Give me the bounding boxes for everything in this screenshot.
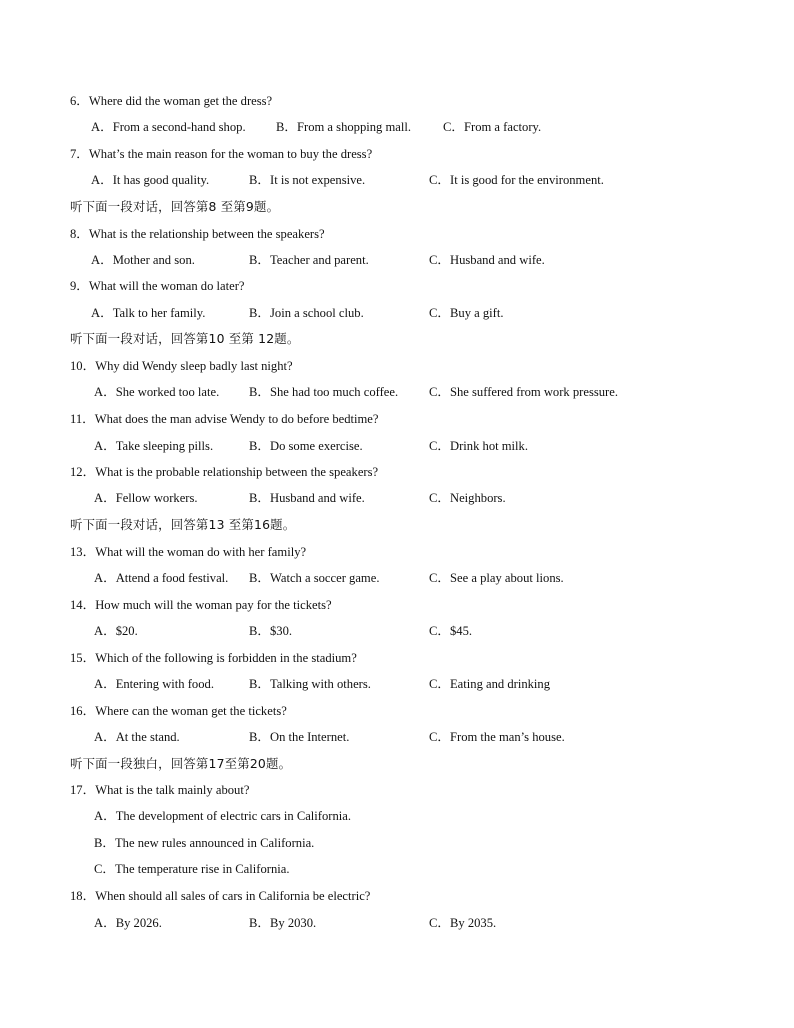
- option-9-b: B．Join a school club.: [249, 306, 364, 320]
- option-13-a: A．Attend a food festival.: [94, 571, 229, 585]
- question-17: 17．What is the talk mainly about?: [70, 783, 250, 797]
- option-12-c: C．Neighbors.: [429, 491, 506, 505]
- options-11: [0, 436, 794, 456]
- option-12-b: B．Husband and wife.: [249, 491, 365, 505]
- question-13: 13．What will the woman do with her family?: [70, 545, 307, 559]
- option-8-b: B．Teacher and parent.: [249, 253, 369, 267]
- option-7-a: A．It has good quality.: [91, 173, 210, 187]
- options-13: [0, 568, 794, 588]
- option-10-a: A．She worked too late.: [94, 385, 220, 399]
- question-6: 6．Where did the woman get the dress?: [70, 94, 273, 108]
- question-14: 14．How much will the woman pay for the tickets?: [70, 598, 332, 612]
- section-heading-10-12: 听下面一段对话，回答第10 至第 12题。: [70, 331, 300, 346]
- options-16: [0, 727, 794, 747]
- options-15: [0, 674, 794, 694]
- option-17-c: C．The temperature rise in California.: [94, 862, 290, 876]
- option-12-a: A．Fellow workers.: [94, 491, 198, 505]
- option-10-b: B．She had too much coffee.: [249, 385, 399, 399]
- question-12: 12．What is the probable relationship between the speakers?: [70, 465, 379, 479]
- option-18-c: C．By 2035.: [429, 916, 497, 930]
- option-14-c: C．$45.: [429, 624, 473, 638]
- question-9: 9．What will the woman do later?: [70, 279, 245, 293]
- question-11: 11．What does the man advise Wendy to do before bedtime?: [70, 412, 379, 426]
- options-12: [0, 488, 794, 508]
- option-13-b: B．Watch a soccer game.: [249, 571, 380, 585]
- question-10: 10．Why did Wendy sleep badly last night?: [70, 359, 293, 373]
- option-6-c: C．From a factory.: [443, 120, 542, 134]
- option-8-a: A．Mother and son.: [91, 253, 195, 267]
- option-15-c: C．Eating and drinking: [429, 677, 551, 691]
- options-9: [0, 303, 794, 323]
- options-8: [0, 250, 794, 270]
- option-8-c: C．Husband and wife.: [429, 253, 545, 267]
- question-18: 18．When should all sales of cars in California be electric?: [70, 889, 371, 903]
- option-17-b: B．The new rules announced in California.: [94, 836, 315, 850]
- section-heading-17-20: 听下面一段独白，回答第17至第20题。: [70, 756, 292, 771]
- option-16-c: C．From the man’s house.: [429, 730, 565, 744]
- option-14-a: A．$20.: [94, 624, 138, 638]
- option-15-b: B．Talking with others.: [249, 677, 371, 691]
- options-10: [0, 382, 794, 402]
- question-8: 8．What is the relationship between the speakers?: [70, 227, 325, 241]
- option-7-b: B．It is not expensive.: [249, 173, 366, 187]
- option-15-a: A．Entering with food.: [94, 677, 214, 691]
- option-11-c: C．Drink hot milk.: [429, 439, 529, 453]
- question-16: 16．Where can the woman get the tickets?: [70, 704, 287, 718]
- option-17-a: A．The development of electric cars in California.: [94, 809, 352, 823]
- options-14: [0, 621, 794, 641]
- question-15: 15．Which of the following is forbidden in the stadium?: [70, 651, 357, 665]
- option-7-c: C．It is good for the environment.: [429, 173, 604, 187]
- option-6-a: A．From a second-hand shop.: [91, 120, 246, 134]
- option-11-b: B．Do some exercise.: [249, 439, 363, 453]
- option-13-c: C．See a play about lions.: [429, 571, 564, 585]
- option-9-a: A．Talk to her family.: [91, 306, 206, 320]
- option-6-b: B．From a shopping mall.: [276, 120, 412, 134]
- options-6: [0, 117, 794, 137]
- option-11-a: A．Take sleeping pills.: [94, 439, 214, 453]
- options-18: [0, 913, 794, 933]
- options-7: [0, 170, 794, 190]
- section-heading-13-16: 听下面一段对话，回答第13 至第16题。: [70, 517, 296, 532]
- option-18-a: A．By 2026.: [94, 916, 162, 930]
- option-16-a: A．At the stand.: [94, 730, 180, 744]
- question-7: 7．What’s the main reason for the woman to buy the dress?: [70, 147, 373, 161]
- option-10-c: C．She suffered from work pressure.: [429, 385, 618, 399]
- section-heading-8-9: 听下面一段对话，回答第8 至第9题。: [70, 199, 280, 214]
- option-18-b: B．By 2030.: [249, 916, 317, 930]
- option-14-b: B．$30.: [249, 624, 293, 638]
- option-16-b: B．On the Internet.: [249, 730, 350, 744]
- option-9-c: C．Buy a gift.: [429, 306, 504, 320]
